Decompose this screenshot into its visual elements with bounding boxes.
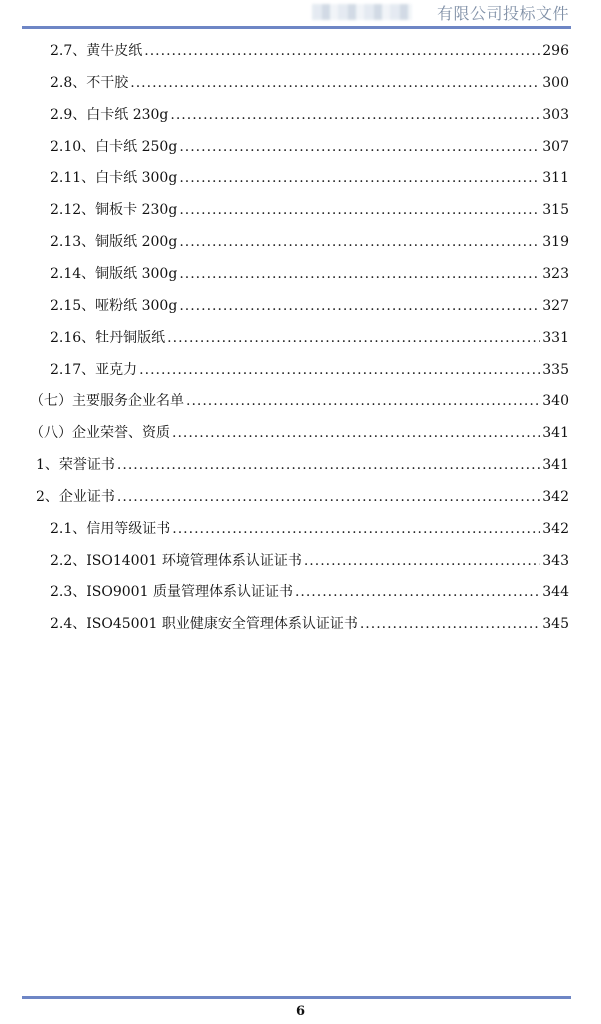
toc-entry-page: 300: [542, 74, 569, 91]
toc-entry-page: 344: [542, 584, 569, 601]
toc-entry[interactable]: [50, 261, 569, 283]
toc-entry-label: 2.12、铜板卡 230g: [50, 202, 178, 219]
toc-leader-dots: [360, 615, 540, 633]
toc-entry[interactable]: [50, 102, 569, 124]
toc-entry-label: 2.3、ISO9001 质量管理体系认证证书: [50, 584, 293, 601]
toc-entry-label: 2.10、白卡纸 250g: [50, 138, 178, 155]
toc-entry[interactable]: [50, 134, 569, 156]
toc-entry-label: 2、企业证书: [36, 488, 115, 505]
toc-entry-page: 307: [542, 138, 569, 155]
toc-leader-dots: [170, 106, 540, 124]
toc-leader-dots: [167, 329, 540, 347]
toc-entry-label: 2.2、ISO14001 环境管理体系认证证书: [50, 552, 302, 569]
toc-entry-page: 343: [542, 552, 569, 569]
toc-entry[interactable]: [50, 325, 569, 347]
toc-entry-label: （七）主要服务企业名单: [30, 393, 184, 410]
toc-entry-label: 2.13、铜版纸 200g: [50, 234, 178, 251]
toc-entry-label: （八）企业荣誉、资质: [30, 425, 170, 442]
toc-entry-label: 1、荣誉证书: [36, 457, 115, 474]
toc-entry[interactable]: [50, 516, 569, 538]
toc-leader-dots: [144, 42, 540, 60]
toc-leader-dots: [130, 74, 540, 92]
toc-entry-page: 319: [542, 234, 569, 251]
toc-entry-page: 331: [542, 329, 569, 346]
toc-entry-page: 335: [542, 361, 569, 378]
toc-entry[interactable]: [50, 357, 569, 379]
toc-entry[interactable]: [50, 165, 569, 187]
toc-entry-page: 303: [542, 106, 569, 123]
toc-entry-page: 296: [542, 43, 569, 59]
toc-leader-dots: [172, 520, 540, 538]
toc-entry-page: 342: [542, 520, 569, 537]
toc-entry-label: 2.16、牡丹铜版纸: [50, 329, 166, 346]
toc-entry[interactable]: [50, 579, 569, 601]
toc-leader-dots: [179, 201, 540, 219]
toc-entry[interactable]: [50, 293, 569, 315]
toc-leader-dots: [295, 583, 540, 601]
toc-leader-dots: [139, 361, 540, 379]
toc-entry-label: 2.1、信用等级证书: [50, 520, 171, 537]
toc-entry[interactable]: [36, 452, 569, 474]
toc-entry[interactable]: [30, 388, 569, 410]
toc-entry[interactable]: [50, 229, 569, 251]
toc-entry[interactable]: [50, 197, 569, 219]
toc-entry-page: 327: [542, 297, 569, 314]
toc-entry-page: 315: [542, 202, 569, 219]
toc-leader-dots: [186, 392, 540, 410]
toc-leader-dots: [117, 456, 540, 474]
toc-entry-label: 2.11、白卡纸 300g: [50, 170, 178, 187]
page-header: [0, 0, 601, 26]
toc-entry-label: 2.17、亚克力: [50, 361, 138, 378]
toc-entry-label: 2.8、不干胶: [50, 74, 129, 91]
toc-leader-dots: [117, 488, 540, 506]
toc-leader-dots: [179, 265, 540, 283]
toc-entry[interactable]: [50, 611, 569, 633]
footer-rule: [22, 996, 571, 999]
toc-entry-label: 2.15、哑粉纸 300g: [50, 297, 178, 314]
header-title: 有限公司投标文件: [436, 4, 569, 23]
toc-entry-label: 2.9、白卡纸 230g: [50, 106, 169, 123]
toc-entry-page: 323: [542, 265, 569, 282]
toc-entry[interactable]: [50, 548, 569, 570]
toc-entry-label: 2.4、ISO45001 职业健康安全管理体系认证证书: [50, 616, 358, 633]
blurred-company-name: [312, 4, 412, 20]
toc-entry[interactable]: [50, 38, 569, 60]
toc-leader-dots: [172, 424, 540, 442]
toc-entry-label: 2.7、黄牛皮纸: [50, 43, 143, 59]
toc-leader-dots: [179, 233, 540, 251]
toc-entry[interactable]: [50, 70, 569, 92]
toc-entry-page: 311: [542, 170, 569, 187]
toc-entry[interactable]: [36, 484, 569, 506]
toc-entry-page: 341: [542, 425, 569, 442]
toc-entry-label: 2.14、铜版纸 300g: [50, 265, 178, 282]
header-rule: [22, 26, 571, 29]
toc-leader-dots: [304, 552, 540, 570]
toc-leader-dots: [179, 138, 540, 156]
toc-entry-page: 342: [542, 488, 569, 505]
toc-entry[interactable]: [30, 420, 569, 442]
toc-leader-dots: [179, 169, 540, 187]
toc-entry-page: 340: [542, 393, 569, 410]
page-number: 6: [295, 1004, 306, 1019]
toc-leader-dots: [179, 297, 540, 315]
toc-entry-page: 341: [542, 457, 569, 474]
toc-entry-page: 345: [542, 616, 569, 633]
